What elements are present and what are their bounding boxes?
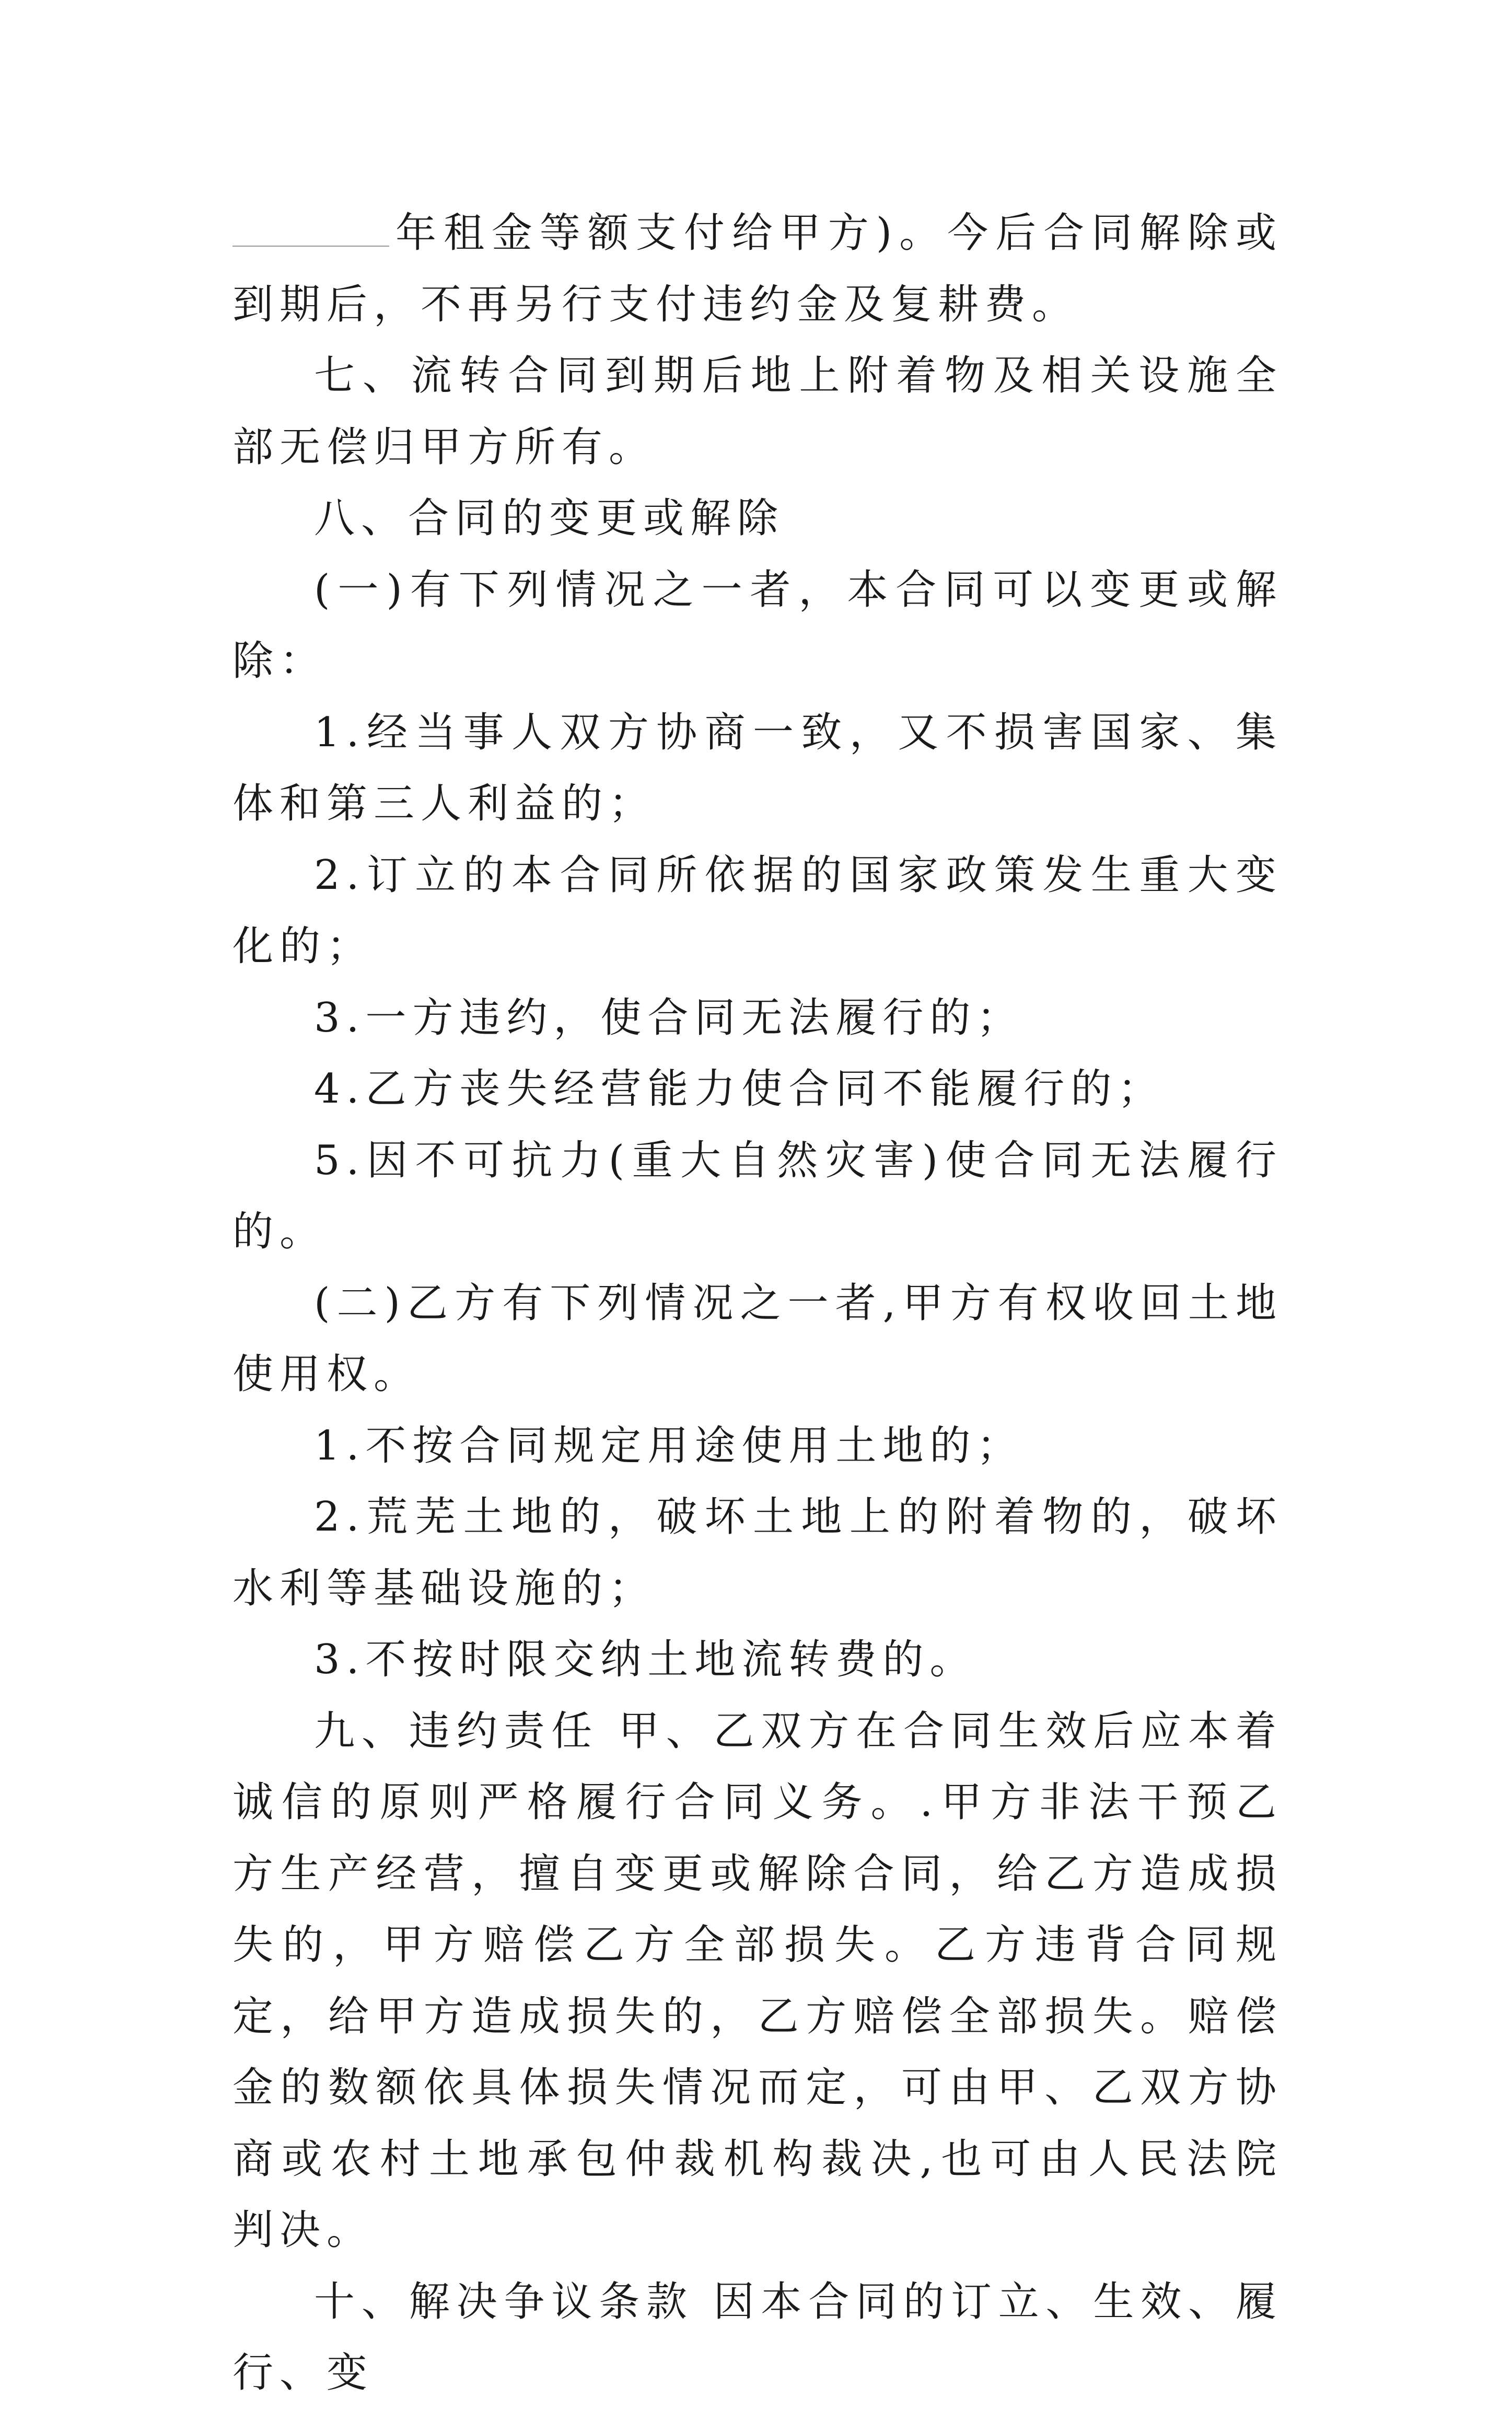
list-item: 3.一方违约，使合同无法履行的； bbox=[314, 994, 1024, 1041]
document-body bbox=[232, 198, 1283, 2409]
paragraph-clause-nine: 九、违约责任 甲、乙双方在合同生效后应本着诚信的原则严格履行合同义务。.甲方非法干预乙方生产经营，擅自变更或解除合同，给乙方造成损失的，甲方赔偿乙方全部损失。乙方违背合同规定，给甲方造成损失的，乙方赔偿全部损失。赔偿金的数额依具体损失情况而定，可由甲、乙双方协商或农村土地承包仲裁机构裁决,也可由人民法院判决。 bbox=[232, 1707, 1283, 2254]
list-item: 1.不按合同规定用途使用土地的； bbox=[314, 1422, 1024, 1469]
list-item: 1.经当事人双方协商一致，又不损害国家、集体和第三人利益的； bbox=[232, 709, 1283, 827]
paragraph-subsection-two: (二)乙方有下列情况之一者,甲方有权收回土地使用权。 bbox=[232, 1279, 1283, 1398]
list-item: 4.乙方丧失经营能力使合同不能履行的； bbox=[314, 1065, 1165, 1113]
list-item: 2.荒芜土地的，破坏土地上的附着物的，破坏水利等基础设施的； bbox=[232, 1493, 1283, 1612]
paragraph-clause-ten: 十、解决争议条款 因本合同的订立、生效、履行、变 bbox=[232, 2278, 1283, 2396]
paragraph-text: 年租金等额支付给甲方)。今后合同解除或到期后，不再另行支付违约金及复耕费。 bbox=[232, 210, 1283, 328]
heading-clause-eight: 八、合同的变更或解除 bbox=[314, 495, 785, 542]
paragraph-subsection-one: (一)有下列情况之一者，本合同可以变更或解除： bbox=[232, 566, 1283, 685]
paragraph-clause-seven: 七、流转合同到期后地上附着物及相关设施全部无偿归甲方所有。 bbox=[232, 352, 1283, 471]
list-item: 3.不按时限交纳土地流转费的。 bbox=[314, 1636, 977, 1683]
fill-in-blank bbox=[232, 209, 389, 247]
list-item: 2.订立的本合同所依据的国家政策发生重大变化的； bbox=[232, 851, 1283, 970]
paragraph-rent-payment bbox=[232, 198, 1283, 340]
list-item: 5.因不可抗力(重大自然灾害)使合同无法履行的。 bbox=[232, 1137, 1283, 1255]
